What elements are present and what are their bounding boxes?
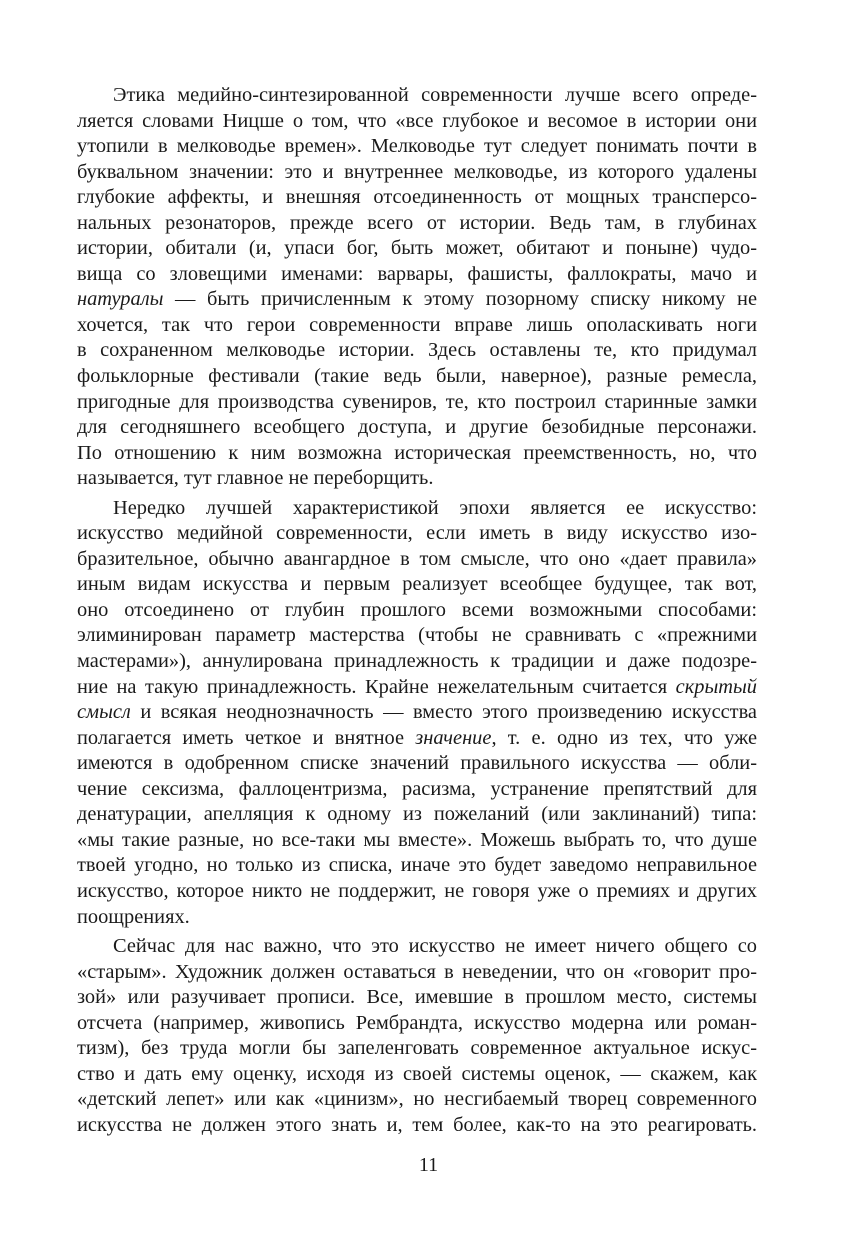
- text-line: имеются в одобренном списке значений правильного искусства — обли-: [77, 752, 757, 775]
- text-line: твоей угодно, но только из списка, иначе это будет заведомо неправильное: [77, 854, 757, 877]
- text-line: хочется, так что герои современности вправе лишь ополаскивать ноги: [77, 313, 757, 336]
- text-line: денатурации, апелляция к одному из пожеланий (или заклинаний) типа:: [77, 803, 757, 826]
- text-line: фольклорные фестивали (такие ведь были, наверное), разные ремесла,: [77, 365, 757, 388]
- paragraph-1: [77, 83, 757, 492]
- text-line: буквальном значении: это и внутреннее мелководье, из которого удалены: [77, 160, 757, 183]
- text-line: элиминирован параметр мастерства (чтобы не сравнивать с «прежними: [77, 624, 757, 647]
- italic-term: скрытый: [675, 675, 757, 698]
- page-number: 11: [418, 1154, 439, 1176]
- text-line: истории, обитали (и, упаси бог, быть может, обитают и поныне) чудо-: [77, 237, 757, 260]
- text-line: чение сексизма, фаллоцентризма, расизма, устранение препятствий для: [77, 777, 757, 800]
- text-line: «детский лепет» или как «цинизм», но несгибаемый творец современного: [77, 1088, 757, 1111]
- text-line: для сегодняшнего всеобщего доступа, и другие безобидные персонажи.: [77, 416, 757, 439]
- italic-term: натуралы: [77, 288, 164, 311]
- text-fragment: и всякая неоднозначность — вместо этого произведению искусства: [130, 701, 757, 724]
- text-fragment: ние на такую принадлежность. Крайне нежелательным считается: [77, 675, 676, 698]
- italic-term: значение: [415, 726, 492, 749]
- text-fragment: — быть причисленным к этому позорному списку никому не: [163, 288, 757, 311]
- text-line: бразительное, обычно авангардное в том смысле, что оно «дает правила»: [77, 547, 757, 570]
- text-line: Сейчас для нас важно, что это искусство не имеет ничего общего со: [113, 935, 757, 958]
- text-line: оно отсоединено от глубин прошлого всеми возможными способами:: [77, 598, 757, 621]
- text-line-with-italic: [77, 287, 757, 313]
- text-line: искусство медийной современности, если иметь в виду искусство изо-: [77, 522, 757, 545]
- paragraph-2: [77, 496, 757, 930]
- text-line: пригодные для производства сувениров, те, кто построил старинные замки: [77, 390, 757, 413]
- text-line: «старым». Художник должен оставаться в неведении, что он «говорит про-: [77, 960, 757, 983]
- text-line: искусства не должен этого знать и, тем более, как-то на это реагировать.: [77, 1113, 757, 1136]
- text-line-with-italic: [77, 675, 757, 701]
- text-line: поощрениях.: [77, 905, 190, 928]
- text-line: искусство, которое никто не поддержит, не говоря уже о премиях и других: [77, 879, 757, 902]
- text-line: Этика медийно-синтезированной современности лучше всего опреде-: [113, 84, 757, 106]
- text-line: мастерами»), аннулирована принадлежность к традиции и даже подозре-: [77, 650, 757, 673]
- text-line: утопили в мелководье времен». Мелководье тут следует понимать почти в: [77, 135, 757, 158]
- page-text: [77, 83, 757, 1142]
- text-line: «мы такие разные, но все-таки мы вместе». Можешь выбрать то, что душе: [77, 828, 757, 851]
- paragraph-3: [77, 934, 757, 1138]
- text-line: тизм), без труда могли бы запеленговать современное актуальное искус-: [77, 1037, 757, 1060]
- text-line: глубокие аффекты, и внешняя отсоединенность от мощных трансперсо-: [77, 186, 757, 209]
- text-line: в сохраненном мелководье истории. Здесь оставлены те, кто придумал: [77, 339, 757, 362]
- text-line: зой» или разучивает прописи. Все, имевшие в прошлом место, системы: [77, 986, 757, 1009]
- text-fragment: полагается иметь четкое и внятное: [77, 726, 416, 749]
- text-line: отсчета (например, живопись Рембрандта, искусство модерна или роман-: [77, 1011, 757, 1034]
- text-line-with-italic: [77, 700, 757, 726]
- text-line: По отношению к ним возможна историческая преемственность, но, что: [77, 441, 757, 464]
- text-line: ляется словами Ницше о том, что «все глубокое и весомое в истории они: [77, 109, 757, 132]
- text-line: нальных резонаторов, прежде всего от истории. Ведь там, в глубинах: [77, 211, 757, 234]
- text-line-with-italic: [77, 726, 757, 752]
- text-fragment: , т. е. одно из тех, что уже: [491, 726, 757, 749]
- text-line: называется, тут главное не переборщить.: [77, 467, 434, 490]
- italic-term: смысл: [77, 701, 131, 724]
- text-line: иным видам искусства и первым реализует всеобщее будущее, так вот,: [77, 573, 757, 596]
- text-line: вища со зловещими именами: варвары, фашисты, фаллократы, мачо и: [77, 262, 757, 285]
- text-line: Нередко лучшей характеристикой эпохи является ее искусство:: [113, 496, 757, 519]
- text-line: ство и дать ему оценку, исходя из своей системы оценок, — скажем, как: [77, 1062, 757, 1085]
